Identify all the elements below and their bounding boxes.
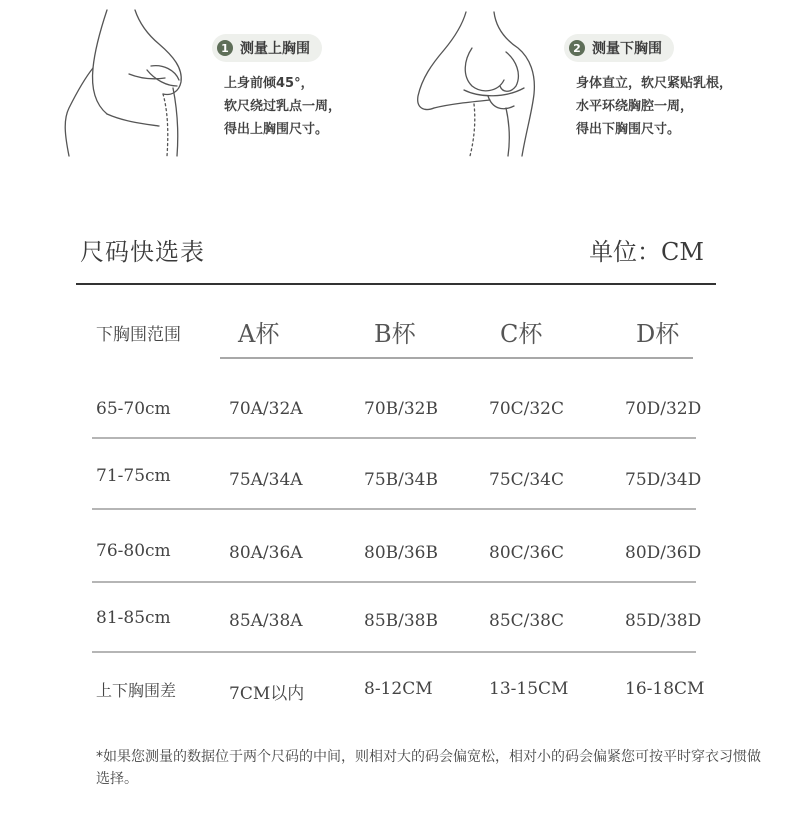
- table-cell: 75B/34B: [364, 470, 438, 490]
- table-cell: 81-85cm: [96, 608, 171, 628]
- table-row: [88, 678, 705, 718]
- step-upper-bust: [212, 34, 341, 141]
- step-title: 测量上胸围: [240, 41, 310, 57]
- table-cell: 76-80cm: [96, 541, 171, 561]
- step-line: 得出上胸围尺寸。: [224, 122, 329, 137]
- table-row: [88, 541, 702, 581]
- table-cell: 16-18CM: [625, 679, 705, 699]
- step-number: 1: [217, 40, 233, 56]
- row-divider: [92, 508, 696, 510]
- row-divider: [220, 357, 693, 359]
- step-lower-bust: [564, 34, 732, 141]
- table-cell: 71-75cm: [96, 466, 171, 486]
- unit-label: 单位：CM: [589, 238, 704, 266]
- step-line: 得出下胸围尺寸。: [576, 122, 681, 137]
- table-cell: 70D/32D: [625, 399, 702, 419]
- table-cell: 70A/32A: [229, 399, 303, 419]
- table-cell: 85B/38B: [364, 611, 438, 631]
- table-cell: 75C/34C: [489, 470, 565, 490]
- size-table-title: 尺码快选表: [80, 238, 205, 266]
- table-cell: 80A/36A: [229, 543, 303, 563]
- table-cell: 70B/32B: [364, 399, 438, 419]
- step-badge: [212, 34, 322, 62]
- step-line: 水平环绕胸腔一周，: [576, 99, 694, 114]
- step-line: 上身前倾45°，: [224, 76, 314, 91]
- step-number: 2: [569, 40, 585, 56]
- footnote: *如果您测量的数据位于两个尺码的中间，则相对大的码会偏宽松，相对小的码会偏紧您可按平时穿衣习惯做选择。: [96, 749, 761, 787]
- table-cell: 8-12CM: [364, 679, 433, 699]
- table-cell: 80B/36B: [364, 543, 438, 563]
- step-line: 身体直立，软尺紧贴乳根，: [576, 76, 733, 91]
- table-cell: 85D/38D: [625, 611, 702, 631]
- table-cell: 85A/38A: [229, 611, 303, 631]
- step-description: [224, 72, 341, 141]
- table-cell: 75D/34D: [625, 470, 702, 490]
- table-cell: 75A/34A: [229, 470, 303, 490]
- table-cell: 7CM以内: [229, 684, 305, 704]
- table-row: [88, 608, 702, 648]
- title-divider: [76, 283, 716, 285]
- header-cell: D杯: [636, 320, 680, 348]
- table-header-row: [88, 314, 696, 354]
- step-badge: [564, 34, 674, 62]
- header-cell: 下胸围范围: [96, 325, 181, 345]
- row-divider: [92, 437, 696, 439]
- upper-bust-measure-illustration: [55, 8, 195, 158]
- header-cell: C杯: [500, 320, 543, 348]
- table-cell: 13-15CM: [489, 679, 569, 699]
- row-divider: [92, 651, 696, 653]
- table-row: [88, 466, 702, 506]
- table-row: [88, 399, 702, 439]
- table-cell: 65-70cm: [96, 399, 171, 419]
- row-divider: [92, 581, 696, 583]
- header-cell: A杯: [238, 320, 280, 348]
- step-description: [576, 72, 732, 141]
- step-title: 测量下胸围: [592, 41, 662, 57]
- header-cell: B杯: [374, 320, 416, 348]
- table-cell: 70C/32C: [489, 399, 565, 419]
- lower-bust-measure-illustration: [410, 8, 550, 158]
- table-cell: 上下胸围差: [96, 681, 177, 700]
- table-cell: 80D/36D: [625, 543, 702, 563]
- step-line: 软尺绕过乳点一周，: [224, 99, 342, 114]
- table-cell: 85C/38C: [489, 611, 565, 631]
- table-cell: 80C/36C: [489, 543, 565, 563]
